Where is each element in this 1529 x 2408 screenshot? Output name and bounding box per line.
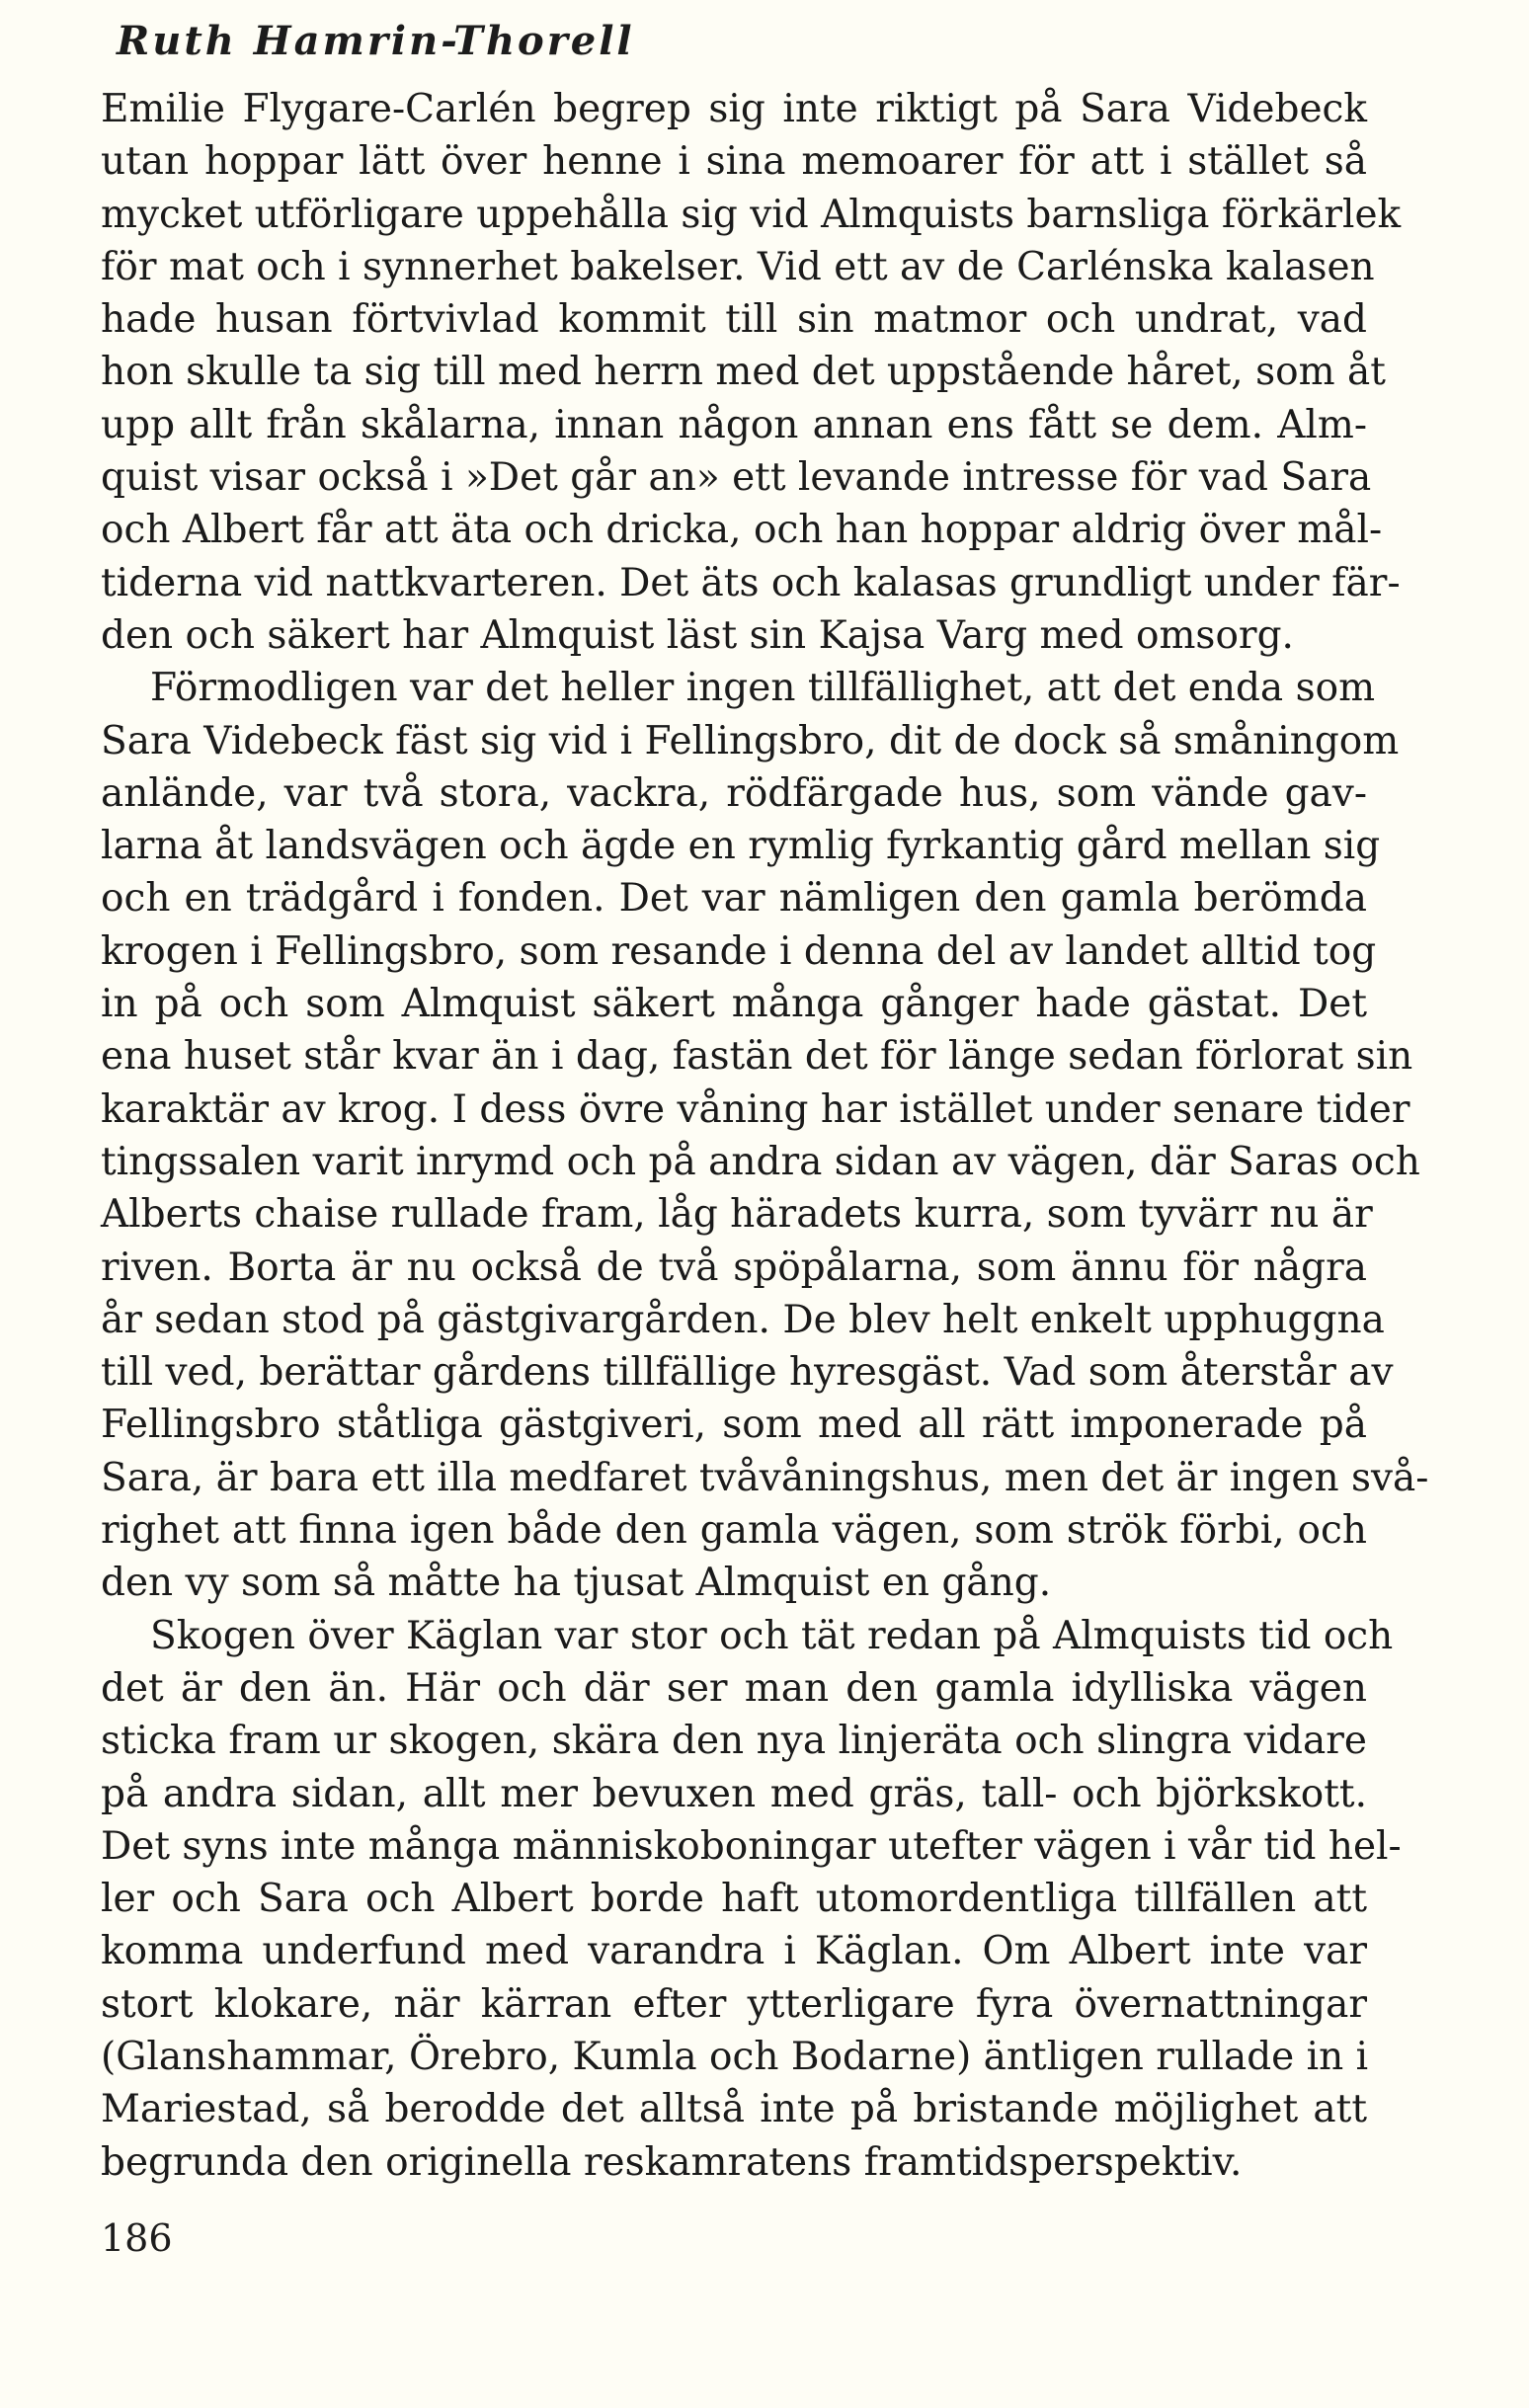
text-line: Emilie Flygare-Carlén begrep sig inte riktigt på Sara Videbeck [101,87,1367,131]
text-line: upp allt från skålarna, innan någon annan ens fått se dem. Alm- [101,402,1367,447]
text-line: för mat och i synnerhet bakelser. Vid ett av de Carlénska kalasen [101,244,1375,289]
text-line: righet att finna igen både den gamla vägen, som strök förbi, och [101,1508,1367,1554]
text-line: Skogen över Käglan var stor och tät redan på Almquists tid och [150,1613,1394,1658]
page-number: 186 [101,2216,173,2260]
body-text [101,83,1429,2189]
text-line: till ved, berättar gårdens tillfällige hyresgäst. Vad som återstår av [101,1350,1394,1396]
text-line: in på och som Almquist säkert många gånger hade gästat. Det [101,982,1367,1027]
text-line: Mariestad, så berodde det alltså inte på bristande möjlighet att [101,2087,1367,2132]
text-line: ler och Sara och Albert borde haft utomordentliga tillfällen att [101,1877,1367,1922]
running-head: Ruth Hamrin-Thorell [117,18,635,64]
text-line: det är den än. Här och där ser man den gamla idylliska vägen [101,1665,1367,1711]
text-line: quist visar också i »Det går an» ett levande intresse för vad Sara [101,455,1372,501]
text-line: hade husan förtvivlad kommit till sin matmor och undrat, vad [101,297,1367,343]
text-line: Fellingsbro ståtliga gästgiveri, som med all rätt imponerade på [101,1403,1367,1448]
paragraph-2 [101,662,1429,1609]
text-line: tingssalen varit inrymd och på andra sidan av vägen, där Saras och [101,1139,1420,1184]
text-line: Sara Videbeck fäst sig vid i Fellingsbro, dit de dock så småningom [101,718,1400,763]
text-line: riven. Borta är nu också de två spöpålarna, som ännu för några [101,1244,1367,1290]
text-line: stort klokare, när kärran efter ytterligare fyra övernattningar [101,1981,1367,2027]
text-line: Alberts chaise rullade fram, låg häradets kurra, som tyvärr nu är [101,1192,1373,1238]
text-line: anlände, var två stora, vackra, rödfärgade hus, som vände gav- [101,770,1367,816]
text-line: hon skulle ta sig till med herrn med det uppstående håret, som åt [101,350,1386,395]
paragraph-1 [101,83,1402,662]
text-line: sticka fram ur skogen, skära den nya linjeräta och slingra vidare [101,1719,1367,1764]
text-line: krogen i Fellingsbro, som resande i denna del av landet alltid tog [101,928,1377,974]
text-line: Förmodligen var det heller ingen tillfällighet, att det enda som [150,666,1376,711]
text-line: och Albert får att äta och dricka, och han hoppar aldrig över mål- [101,508,1383,553]
text-line: på andra sidan, allt mer bevuxen med gräs, tall- och björkskott. [101,1771,1367,1816]
text-line: Sara, är bara ett illa medfaret tvåvåningshus, men det är ingen svå- [101,1455,1429,1500]
text-line: komma underfund med varandra i Käglan. Om Albert inte var [101,1929,1367,1974]
text-line: larna åt landsvägen och ägde en rymlig fyrkantig gård mellan sig [101,824,1381,869]
text-line: Det syns inte många människoboningar utefter vägen i vår tid hel- [101,1823,1402,1869]
text-line: år sedan stod på gästgivargården. De blev helt enkelt upphuggna [101,1297,1385,1342]
text-line: och en trädgård i fonden. Det var nämligen den gamla berömda [101,876,1367,922]
text-line: ena huset står kvar än i dag, fastän det för länge sedan förlorat sin [101,1034,1413,1080]
text-line: den och säkert har Almquist läst sin Kajsa Varg med omsorg. [101,612,1294,658]
text-line: mycket utförligare uppehålla sig vid Almquists barnsliga förkärlek [101,192,1402,237]
text-line: utan hoppar lätt över henne i sina memoarer för att i stället så [101,139,1367,185]
text-line: begrunda den originella reskamratens framtidsperspektiv. [101,2139,1243,2185]
text-line: tiderna vid nattkvarteren. Det äts och kalasas grundligt under fär- [101,560,1401,605]
text-line: karaktär av krog. I dess övre våning har istället under senare tider [101,1086,1410,1132]
text-line: (Glanshammar, Örebro, Kumla och Bodarne) äntligen rullade in i [101,2034,1369,2079]
paragraph-3 [101,1610,1402,2189]
text-line: den vy som så måtte ha tjusat Almquist en gång. [101,1561,1052,1606]
